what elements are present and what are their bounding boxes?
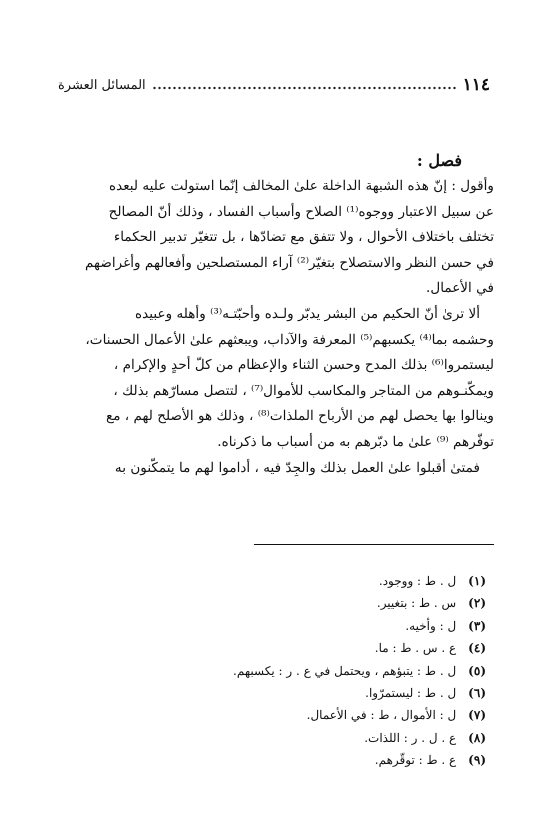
- footnote-text: ل . ط : يتبؤهم ، ويحتمل في ع . ر : يكسبهم.: [233, 663, 457, 678]
- footnote-separator: [254, 544, 494, 545]
- footnote-item: [250, 570, 494, 592]
- footnote-number: (٥): [468, 663, 486, 678]
- footnote-item: [250, 749, 494, 771]
- footnote-item: [233, 660, 494, 682]
- section-heading: فصل :: [416, 151, 462, 170]
- footnote-number: (٦): [468, 685, 486, 700]
- text-line: في حسن النظر والاستصلاح بتغيّر⁽²⁾ آراء المستصلحين وأفعالهم وأغراضهم: [85, 254, 494, 271]
- footnote-item: [250, 637, 494, 659]
- footnote-text: ل : وأخيه.: [405, 618, 457, 633]
- main-text: [78, 148, 494, 481]
- footnote-number: (٣): [468, 618, 486, 633]
- footnote-number: (٧): [468, 708, 486, 723]
- footnote-text: ع . ل . ر : اللذات.: [364, 730, 457, 745]
- footnote-item: [250, 727, 494, 749]
- footnote-text: ل . ط : ووجود.: [378, 574, 457, 588]
- footnote-text: ل : الأموال ، ط : في الأعمال.: [306, 708, 457, 723]
- text-line: وينالوا بها يحصل لهم من الأرباح الملذات⁽⁸⁾ ، وذلك هو الأصلح لهم ، مع: [105, 408, 494, 425]
- footnote-text: س . ط : بتغيير.: [376, 596, 457, 611]
- footnote-item: [250, 615, 494, 637]
- footnote-number: (٩): [468, 753, 486, 768]
- text-line: في الأعمال.: [426, 280, 494, 297]
- footnote-number: (١): [468, 574, 486, 588]
- text-line: عن سبيل الاعتبار ووجوه⁽¹⁾ الصلاح وأسباب الفساد ، وذلك أنّ المصالح: [108, 203, 494, 220]
- footnote-number: (٨): [468, 730, 486, 745]
- text-line: توفّرهم ⁽⁹⁾ علىٰ ما دبّرهم به من أسباب ما ذكرناه.: [217, 433, 494, 450]
- footnote-number: (٤): [468, 641, 486, 656]
- text-line: وأقول : إنّ هذه الشبهة الداخلة علىٰ المخالف إنّما استولت عليه لبعده: [108, 178, 494, 194]
- running-header: [58, 74, 490, 96]
- page-number: ١١٤: [462, 75, 490, 95]
- footnote-item: [250, 704, 494, 726]
- footnote-number: (٢): [468, 596, 486, 611]
- footnote-item: [250, 682, 494, 704]
- footnote-text: ع . ط : توقّرهم.: [374, 753, 457, 768]
- text-line: ألا ترىٰ أنّ الحكيم من البشر يدبّر ولـده وأحبّتـه⁽³⁾ وأهله وعبيده: [135, 305, 480, 322]
- footnote-item: [250, 592, 494, 614]
- footnote-text: ع . س . ط : ما.: [374, 641, 457, 656]
- running-title: المسائل العشرة: [58, 77, 146, 93]
- text-line: ويمكّنـوهم من المتاجر والمكاسب للأموال⁽⁷⁾ ، لتتصل مسارّهم بذلك ،: [113, 382, 494, 399]
- footnotes: [233, 570, 494, 772]
- text-line: ليستمروا⁽⁶⁾ بذلك المدح وحسن الثناء والإعظام من كلّ أحدٍ والإكرام ،: [113, 357, 494, 374]
- text-line: وحشمه بما⁽⁴⁾ يكسبهم⁽⁵⁾ المعرفة والآداب، ويبعثهم علىٰ الأعمال الحسنات،: [85, 331, 494, 348]
- leader-dots: [152, 86, 457, 90]
- footnote-text: ل . ط : ليستمرّوا.: [365, 685, 457, 700]
- text-line: فمتىٰ أقبلوا علىٰ العمل بذلك والجِدّ فيه ، أداموا لهم ما يتمكّنون به: [114, 459, 480, 476]
- text-line: تختلف باختلاف الأحوال ، ولا تتفق مع تضادّها ، بل تتغيّر تدبير الحكماء: [113, 229, 494, 246]
